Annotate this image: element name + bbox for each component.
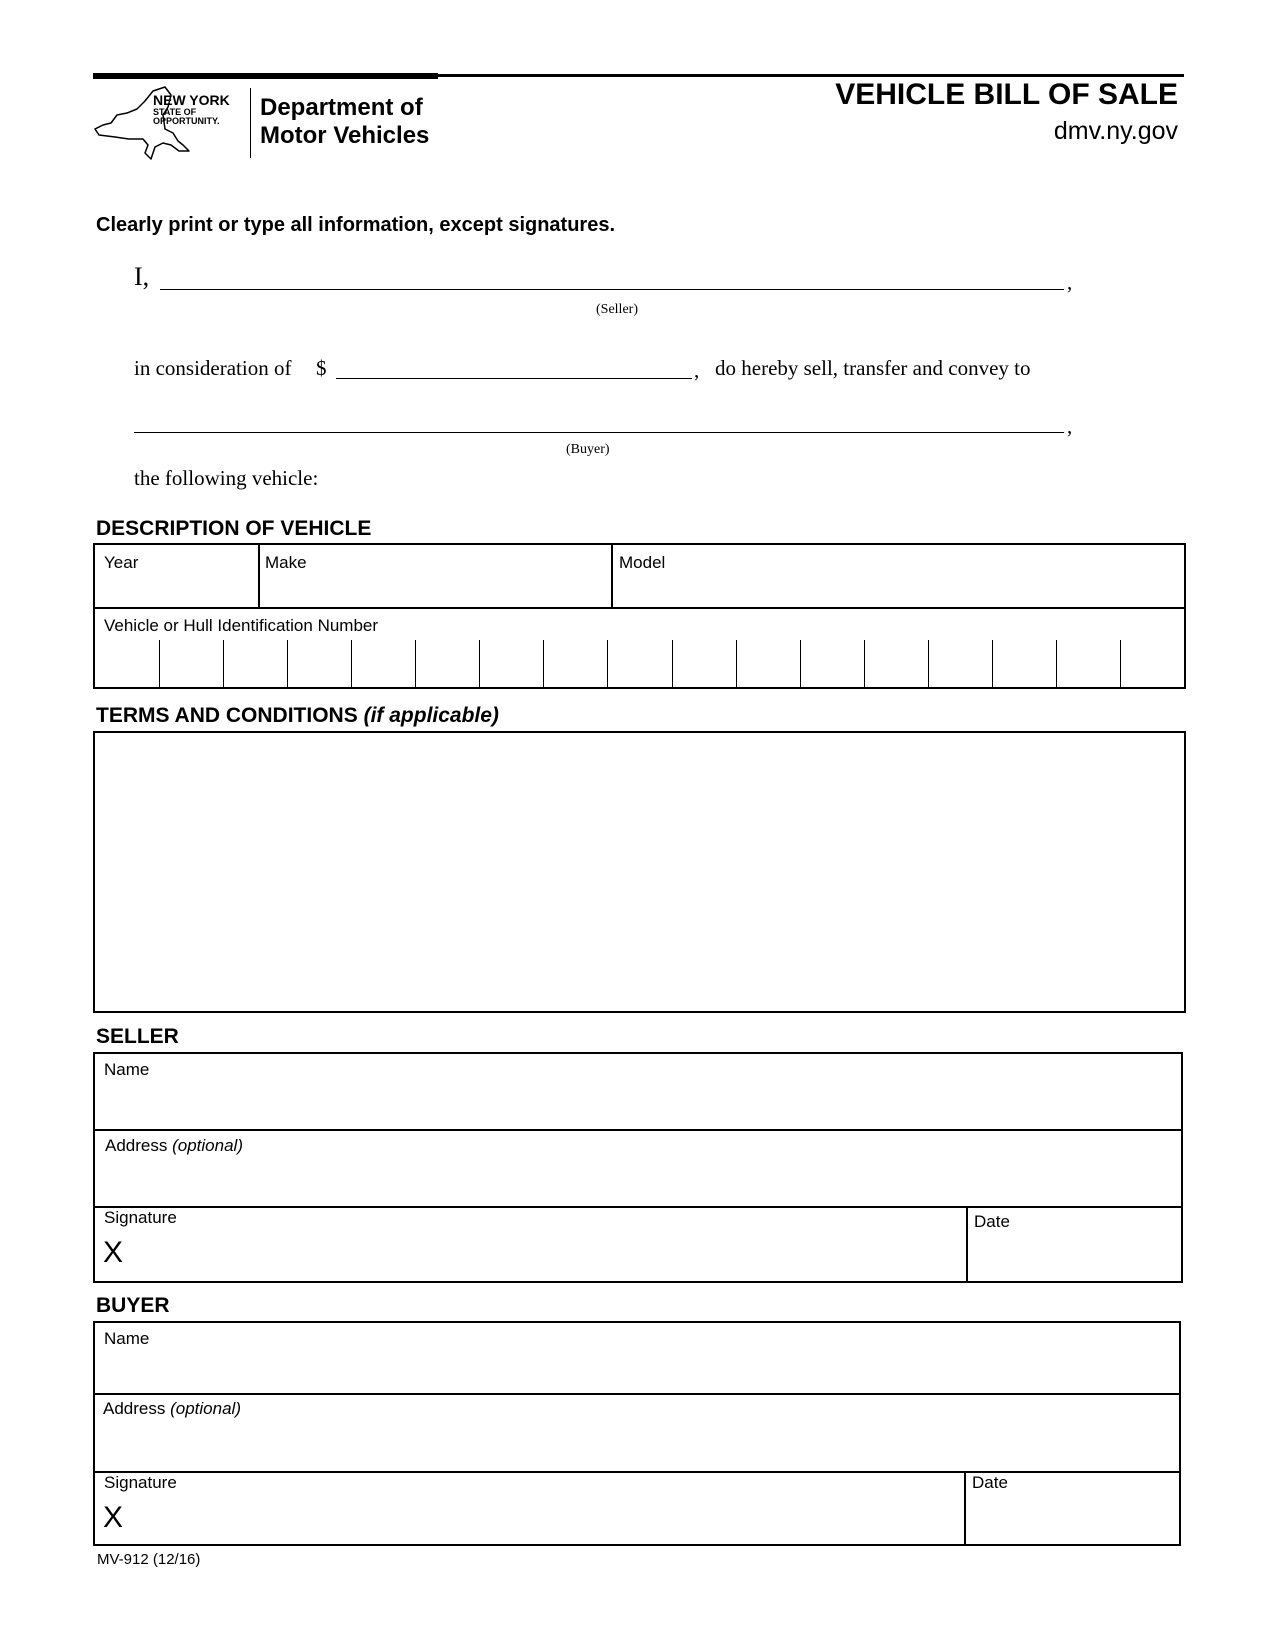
- vin-character-cell[interactable]: [736, 640, 800, 687]
- buyer-name-line[interactable]: [134, 432, 1064, 433]
- vin-character-cell[interactable]: [1120, 640, 1184, 687]
- header-rule-thick: [93, 73, 438, 79]
- price-line[interactable]: [336, 378, 692, 379]
- following-vehicle-text: the following vehicle:: [134, 466, 319, 490]
- buyer-box: [93, 1321, 1181, 1546]
- model-field[interactable]: [612, 545, 1184, 607]
- buyer-name-label: Name: [104, 1329, 150, 1348]
- instructions-text: Clearly print or type all information, except signatures.: [96, 214, 616, 236]
- seller-comma: ,: [1067, 270, 1073, 294]
- seller-signature-x-mark: X: [103, 1236, 124, 1269]
- department-line-2: Motor Vehicles: [260, 122, 430, 149]
- price-comma: ,: [694, 358, 700, 382]
- vin-character-cell[interactable]: [1056, 640, 1120, 687]
- vin-character-cell[interactable]: [992, 640, 1056, 687]
- buyer-address-note: (optional): [170, 1399, 241, 1418]
- seller-signature-label: Signature: [104, 1208, 177, 1227]
- logo-opportunity-text: OPPORTUNITY.: [153, 116, 220, 126]
- buyer-signature-field[interactable]: [95, 1473, 963, 1544]
- vin-character-cell[interactable]: [287, 640, 351, 687]
- year-label: Year: [104, 553, 139, 572]
- terms-heading-text: TERMS AND CONDITIONS: [96, 704, 358, 727]
- vin-cells: [95, 640, 1184, 687]
- vin-character-cell[interactable]: [672, 640, 736, 687]
- website-url: dmv.ny.gov: [1053, 117, 1178, 145]
- logo-state-of-text: STATE OF: [153, 107, 197, 117]
- i-label: I,: [134, 262, 150, 291]
- make-label: Make: [265, 553, 307, 572]
- form-title: VEHICLE BILL OF SALE: [835, 78, 1178, 111]
- vehicle-description-heading: DESCRIPTION OF VEHICLE: [96, 517, 372, 540]
- seller-date-label: Date: [974, 1212, 1010, 1231]
- vehicle-description-box: [93, 543, 1186, 689]
- convey-text: do hereby sell, transfer and convey to: [715, 356, 1031, 380]
- vin-character-cell[interactable]: [800, 640, 864, 687]
- seller-name-label: Name: [104, 1060, 150, 1079]
- vin-character-cell[interactable]: [607, 640, 671, 687]
- department-line-1: Department of: [260, 94, 423, 121]
- buyer-address-field[interactable]: [95, 1395, 1179, 1471]
- buyer-signature-x-mark: X: [103, 1501, 124, 1534]
- seller-heading: SELLER: [96, 1025, 179, 1048]
- vin-character-cell[interactable]: [543, 640, 607, 687]
- vin-character-cell[interactable]: [95, 640, 159, 687]
- department-name: [260, 94, 429, 150]
- terms-heading: [96, 704, 499, 728]
- model-label: Model: [619, 553, 666, 572]
- buyer-date-field[interactable]: [966, 1473, 1179, 1544]
- form-number: MV-912 (12/16): [97, 1551, 201, 1568]
- vehicle-row-divider: [95, 607, 1184, 609]
- vin-character-cell[interactable]: [928, 640, 992, 687]
- seller-signature-field[interactable]: [95, 1208, 965, 1281]
- buyer-comma: ,: [1067, 414, 1073, 438]
- seller-address-note: (optional): [172, 1136, 243, 1155]
- logo-new-york-text: NEW YORK: [153, 92, 230, 108]
- header-rule-thin: [438, 74, 1184, 77]
- vin-character-cell[interactable]: [864, 640, 928, 687]
- year-field[interactable]: [95, 545, 257, 607]
- buyer-heading: BUYER: [96, 1294, 170, 1317]
- buyer-caption: (Buyer): [566, 442, 610, 457]
- seller-box: [93, 1052, 1183, 1283]
- dollar-sign: $: [316, 356, 327, 380]
- vin-character-cell[interactable]: [351, 640, 415, 687]
- vin-character-cell[interactable]: [223, 640, 287, 687]
- seller-address-label-text: Address: [105, 1136, 168, 1155]
- vin-character-cell[interactable]: [159, 640, 223, 687]
- make-field[interactable]: [259, 545, 610, 607]
- buyer-signature-label: Signature: [104, 1473, 177, 1492]
- terms-box[interactable]: [93, 731, 1186, 1013]
- logo-divider: [250, 88, 251, 158]
- seller-name-line[interactable]: [160, 289, 1064, 290]
- seller-date-field[interactable]: [968, 1208, 1181, 1281]
- buyer-name-field[interactable]: [95, 1323, 1179, 1393]
- terms-heading-note: (if applicable): [363, 704, 499, 727]
- seller-name-field[interactable]: [95, 1054, 1181, 1129]
- consideration-label: in consideration of: [134, 356, 292, 380]
- seller-caption: (Seller): [596, 302, 638, 317]
- vin-label: Vehicle or Hull Identification Number: [104, 616, 379, 635]
- vin-character-cell[interactable]: [479, 640, 543, 687]
- vin-character-cell[interactable]: [415, 640, 479, 687]
- buyer-date-label: Date: [972, 1473, 1008, 1492]
- seller-address-field[interactable]: [95, 1131, 1181, 1206]
- buyer-address-label-text: Address: [103, 1399, 166, 1418]
